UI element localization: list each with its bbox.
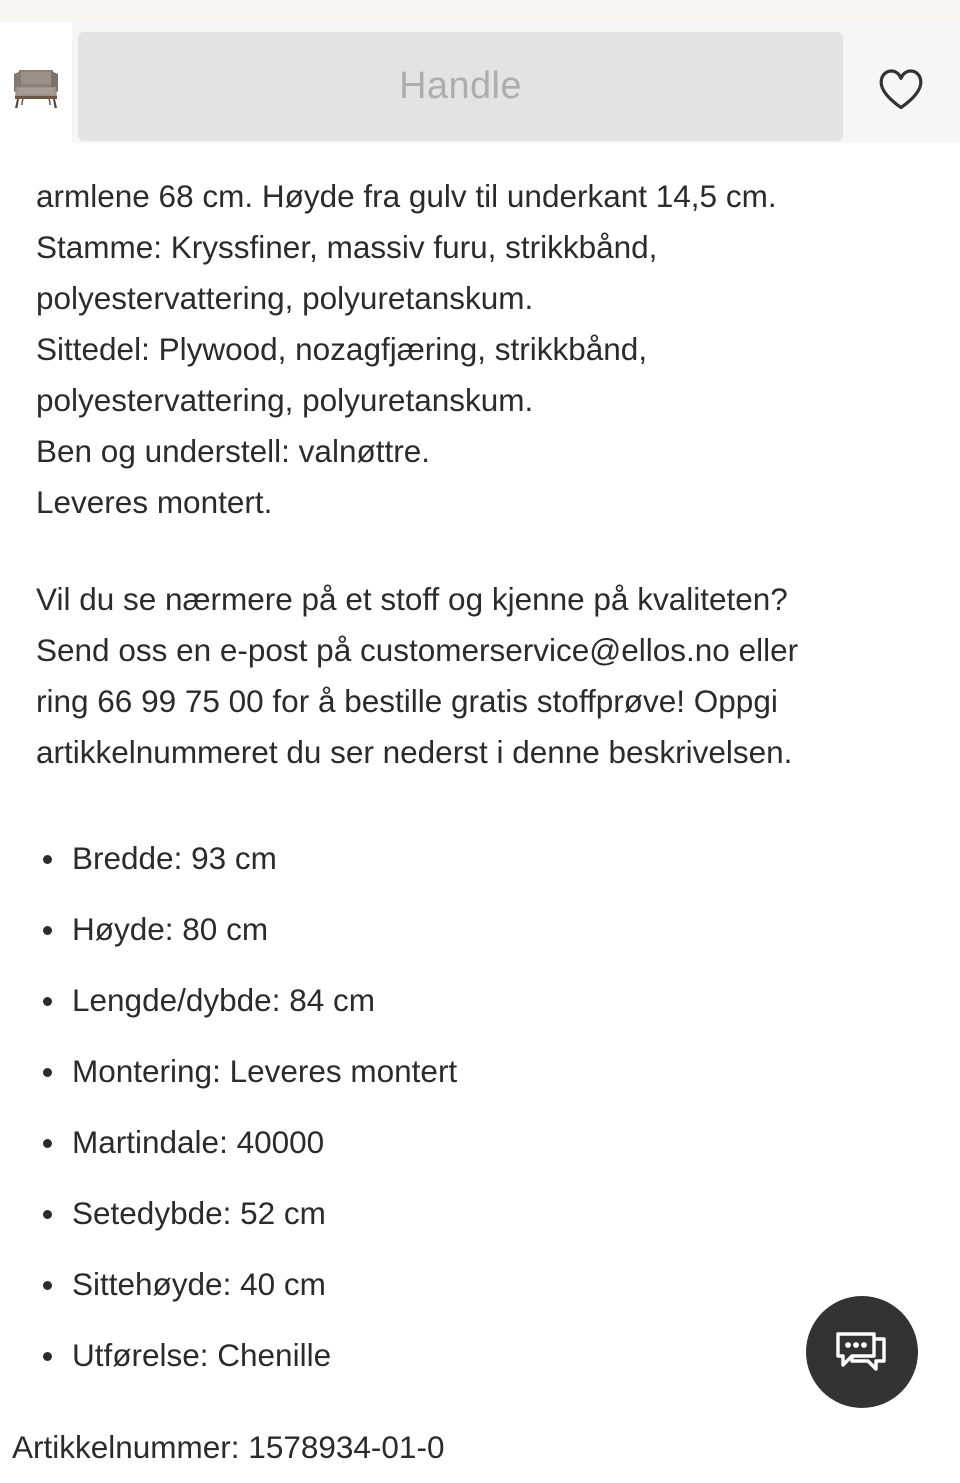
product-thumbnail[interactable] [0, 22, 72, 143]
list-item: Bredde: 93 cm [36, 838, 960, 878]
buy-button[interactable]: Handle [78, 32, 843, 141]
contact-line: Vil du se nærmere på et stoff og kjenne på kvaliteten? [36, 581, 788, 617]
list-item: Høyde: 80 cm [36, 909, 960, 949]
specification-list [0, 838, 960, 1375]
list-item: Utførelse: Chenille [36, 1335, 960, 1375]
description-line: polyestervattering, polyuretanskum. [36, 280, 534, 316]
description-line: Sittedel: Plywood, nozagfjæring, strikkbånd, [36, 331, 648, 367]
status-strip [0, 0, 960, 22]
description-line: polyestervattering, polyuretanskum. [36, 382, 534, 418]
list-item: Montering: Leveres montert [36, 1051, 960, 1091]
description-line: Leveres montert. [36, 484, 273, 520]
contact-line: artikkelnummeret du ser nederst i denne beskrivelsen. [36, 734, 793, 770]
chat-support-button[interactable] [806, 1296, 918, 1408]
list-spacer [0, 778, 960, 838]
description-line: Ben og understell: valnøttre. [36, 433, 430, 469]
description-line: Stamme: Kryssfiner, massiv furu, strikkbånd, [36, 229, 658, 265]
article-number: Artikkelnummer: 1578934-01-0 [12, 1429, 445, 1465]
chat-bubbles-icon [832, 1325, 892, 1379]
list-item: Sittehøyde: 40 cm [36, 1264, 960, 1304]
favorite-button[interactable] [866, 56, 936, 122]
contact-line: ring 66 99 75 00 for å bestille gratis stoffprøve! Oppgi [36, 683, 778, 719]
paragraph-spacer [0, 528, 960, 574]
list-item: Setedybde: 52 cm [36, 1193, 960, 1233]
description-line: armlene 68 cm. Høyde fra gulv til underkant 14,5 cm. [36, 178, 777, 214]
contact-line: Send oss en e-post på customerservice@ellos.no eller [36, 632, 799, 668]
armchair-icon [8, 57, 64, 109]
list-item: Lengde/dybde: 84 cm [36, 980, 960, 1020]
list-item: Martindale: 40000 [36, 1122, 960, 1162]
sticky-purchase-header [0, 22, 960, 143]
heart-outline-icon [877, 67, 925, 111]
product-description-panel [0, 120, 960, 1469]
